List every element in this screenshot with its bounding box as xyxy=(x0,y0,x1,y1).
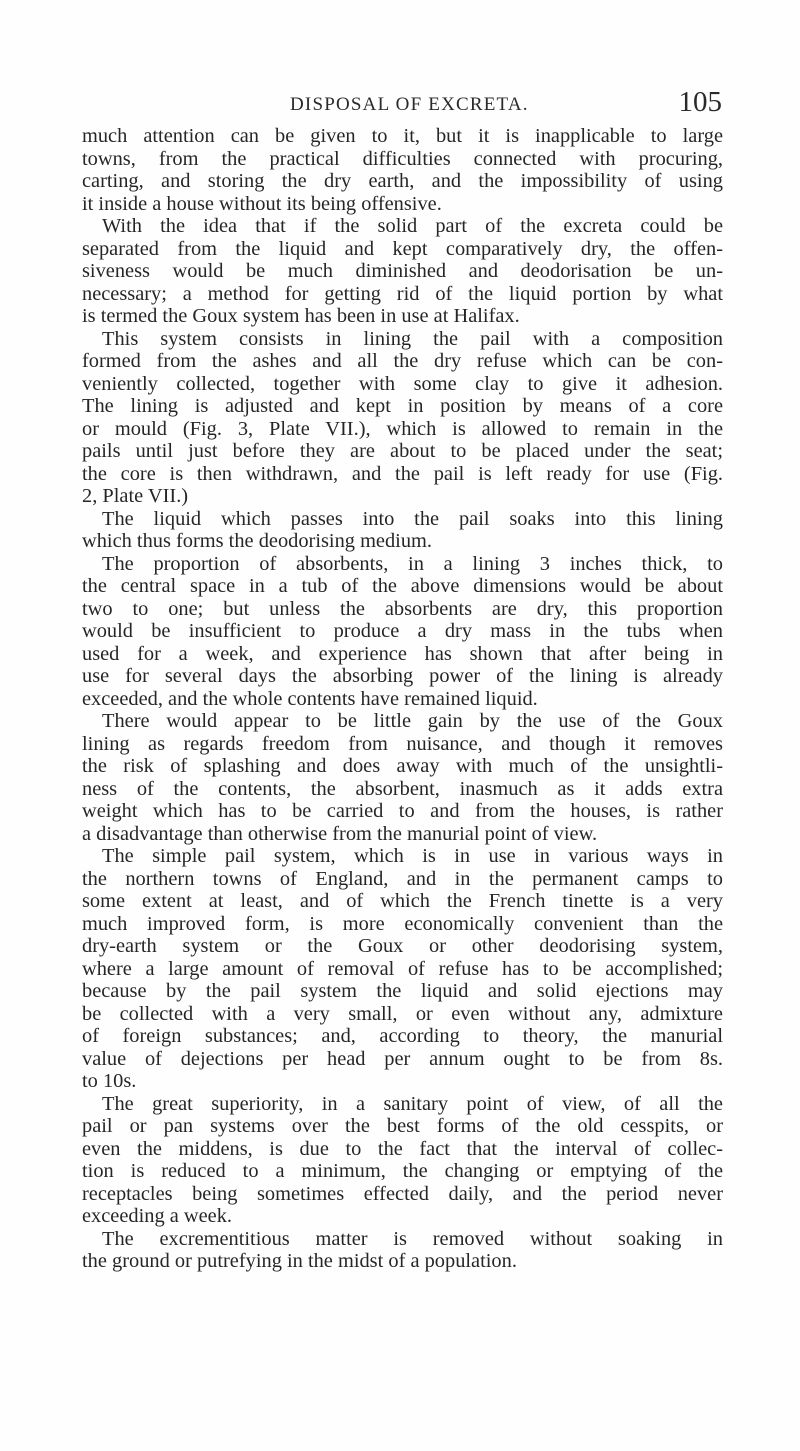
running-head xyxy=(82,86,722,120)
text-line: much improved form, is more economically convenient than the xyxy=(82,912,723,935)
running-title: DISPOSAL OF EXCRETA. xyxy=(290,94,529,115)
text-line: the core is then withdrawn, and the pail is left ready for use (Fig. xyxy=(82,462,723,485)
page-number: 105 xyxy=(678,86,722,118)
text-line: 2, Plate VII.) xyxy=(82,485,189,507)
text-line: much attention can be given to it, but it is inapplicable to large xyxy=(82,125,723,147)
text-line: which thus forms the deodorising medium. xyxy=(82,530,432,552)
text-line: of foreign substances; and, according to theory, the manurial xyxy=(82,1025,723,1047)
text-line: even the middens, is due to the fact that the interval of collec- xyxy=(82,1137,723,1160)
text-line: The excrementitious matter is removed without soaking in xyxy=(102,1227,723,1250)
text-line: weight which has to be carried to and from the houses, is rather xyxy=(82,800,723,822)
text-line: With the idea that if the solid part of the excreta could be xyxy=(102,215,723,237)
text-line: The great superiority, in a sanitary point of view, of all the xyxy=(102,1092,723,1115)
text-line: The lining is adjusted and kept in position by means of a core xyxy=(82,395,723,417)
text-line: This system consists in lining the pail with a composition xyxy=(102,327,723,350)
text-line: pail or pan systems over the best forms of the old cesspits, or xyxy=(82,1115,723,1137)
text-line: some extent at least, and of which the French tinette is a very xyxy=(82,890,723,912)
text-line: dry-earth system or the Goux or other deodorising system, xyxy=(82,935,723,957)
text-line: it inside a house without its being offensive. xyxy=(82,192,442,215)
text-line: receptacles being sometimes effected daily, and the period never xyxy=(82,1182,723,1205)
text-line: where a large amount of removal of refuse has to be accomplished; xyxy=(82,957,723,980)
text-line: The proportion of absorbents, in a lining 3 inches thick, to xyxy=(102,552,723,575)
text-line: siveness would be much diminished and deodorisation be un- xyxy=(82,260,723,282)
text-line: The liquid which passes into the pail soaks into this lining xyxy=(102,507,723,530)
text-line: used for a week, and experience has shown that after being in xyxy=(82,642,723,665)
text-line: ness of the contents, the absorbent, inasmuch as it adds extra xyxy=(82,777,723,800)
text-line: pails until just before they are about to be placed under the seat; xyxy=(82,440,723,462)
text-line: carting, and storing the dry earth, and the impossibility of using xyxy=(82,170,723,192)
text-line: the northern towns of England, and in the permanent camps to xyxy=(82,867,723,890)
text-line: be collected with a very small, or even without any, admixture xyxy=(82,1002,723,1025)
text-line: two to one; but unless the absorbents are dry, this proportion xyxy=(82,597,723,620)
text-line: towns, from the practical difficulties connected with procuring, xyxy=(82,147,723,170)
text-line: the risk of splashing and does away with much of the unsightli- xyxy=(82,755,723,777)
text-line: tion is reduced to a minimum, the changing or emptying of the xyxy=(82,1160,723,1182)
text-line: use for several days the absorbing power of the lining is already xyxy=(82,665,723,687)
text-line: a disadvantage than otherwise from the manurial point of view. xyxy=(82,822,598,845)
text-line: to 10s. xyxy=(82,1070,137,1092)
text-line: There would appear to be little gain by the use of the Goux xyxy=(102,710,723,732)
text-line: lining as regards freedom from nuisance, and though it removes xyxy=(82,732,723,755)
text-line: exceeded, and the whole contents have remained liquid. xyxy=(82,687,538,710)
text-line: the central space in a tub of the above dimensions would be about xyxy=(82,575,723,597)
text-line: value of dejections per head per annum ought to be from 8s. xyxy=(82,1047,723,1070)
text-line: or mould (Fig. 3, Plate VII.), which is allowed to remain in the xyxy=(82,417,723,440)
text-line: The simple pail system, which is in use in various ways in xyxy=(102,845,723,867)
text-line: necessary; a method for getting rid of the liquid portion by what xyxy=(82,282,723,305)
text-line: exceeding a week. xyxy=(82,1205,233,1227)
text-line: is termed the Goux system has been in use at Halifax. xyxy=(82,305,520,327)
text-line: would be insufficient to produce a dry mass in the tubs when xyxy=(82,620,723,642)
text-line: separated from the liquid and kept comparatively dry, the offen- xyxy=(82,237,723,260)
text-line: the ground or putrefying in the midst of a population. xyxy=(82,1250,517,1272)
body-text xyxy=(82,125,723,1273)
text-line: formed from the ashes and all the dry refuse which can be con- xyxy=(82,350,723,372)
text-line: because by the pail system the liquid and solid ejections may xyxy=(82,980,723,1002)
text-line: veniently collected, together with some clay to give it adhesion. xyxy=(82,372,723,395)
